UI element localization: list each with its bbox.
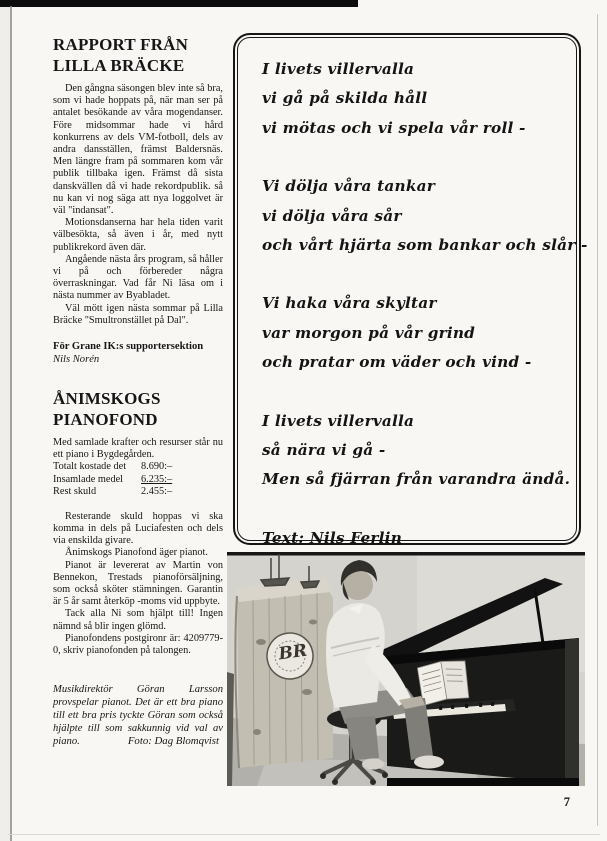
scan-top-bar <box>0 0 358 7</box>
finance-value: 6.235:– <box>141 473 173 485</box>
article2-paragraph: Pianofondens postgironr är: 4209779-0, skriv pianofonden på talongen. <box>53 632 223 656</box>
finance-value: 2.455:– <box>141 486 173 498</box>
article2-paragraph: Resterande skuld hoppas vi ska komma in dels på Luciafesten och dels via enskilda givare. <box>53 510 223 547</box>
left-column <box>53 34 223 747</box>
finance-label: Rest skuld <box>53 486 97 498</box>
article1-author: Nils Norén <box>53 354 100 366</box>
article2-paragraph: Ånimskogs Pianofond äger pianot. <box>65 547 208 559</box>
article1-paragraph: Motionsdanserna har hela tiden varit välbesökta, så även i år, med nytt publikrekord även där. <box>53 217 223 253</box>
poem-line: och pratar om väder och vind - <box>262 353 532 372</box>
scan-left-edge <box>0 6 10 841</box>
article1-title <box>53 34 223 76</box>
scan-bottom-line <box>8 834 600 835</box>
poem-line: och vårt hjärta som bankar och slår - <box>262 236 588 255</box>
poem-line: Men så fjärran från varandra ändå. <box>262 470 571 489</box>
cabinet-logo-text: BR <box>277 640 309 665</box>
article1-title-line2: LILLA BRÄCKE <box>53 56 185 75</box>
article2-paragraph: Pianot är levererat av Martin von Bennekon, Trestads pianoförsäljning, som också sköter stämningen. Garantin är 5 år samt återköp -moms vid uppbyte. <box>53 559 223 608</box>
poem-line: vi gå på skilda håll <box>262 89 428 108</box>
poem-box <box>233 33 588 547</box>
poem-line: var morgon på vår grind <box>262 323 476 342</box>
article2-title <box>53 388 223 430</box>
article1-signoff: För Grane IK:s supportersektion <box>53 341 204 353</box>
shoe <box>362 759 384 770</box>
page-number: 7 <box>563 795 570 809</box>
poem-line: I livets villervalla <box>262 411 415 430</box>
poem-line: I livets villervalla <box>262 60 415 78</box>
poem-credit: Text: Nils Ferlin <box>262 528 403 547</box>
article2-title-line2: PIANOFOND <box>53 410 158 430</box>
poem-line: vi dölja våra sår <box>262 206 402 225</box>
poem-line: vi mötas och vi spela vår roll - <box>262 118 526 137</box>
photo-man-at-piano <box>227 552 585 786</box>
finance-label: Insamlade medel <box>53 473 124 485</box>
finance-value: 8.690:– <box>141 461 173 473</box>
scan-right-line <box>597 14 598 826</box>
article2-intro: Med samlade krafter och resurser står nu ett piano i Bygdegården. <box>53 437 223 461</box>
poem-stanza <box>262 172 588 260</box>
poem-box-inner <box>237 37 588 547</box>
finance-row <box>53 486 223 498</box>
scan-left-line <box>10 6 12 841</box>
poem-line: så nära vi gå - <box>262 441 386 460</box>
photo-credit: Foto: Dag Blomqvist <box>127 735 219 748</box>
finance-row <box>53 461 223 473</box>
finance-label: Totalt kostade det <box>53 461 127 473</box>
poem-line: Vi haka våra skyltar <box>262 294 437 313</box>
article2-title-line1: ÅNIMSKOGS <box>53 389 161 409</box>
cabinet <box>235 578 333 768</box>
article1-paragraph: Den gångna säsongen blev inte så bra, som vi hade hoppats på, när man ser på antalet besökande av våra mogendanser. Före midsommar hade vi hård konkurrens av dels VM-fotboll, dels av andra dansställen, främst Baldersnäs. Men längre fram på sommaren kom vår publik tillbaka igen. Främst då sista danskvällen då vi hade rekordpublik. så nu kan vi nog säga att nya loggolvet är väl "indansat". <box>53 83 223 217</box>
poem-stanza <box>262 55 558 143</box>
poem-line: Vi dölja våra tankar <box>262 177 435 196</box>
photo-caption: Musikdirektör Göran Larsson provspelar pianot. Det är ett bra piano till ett bra pris tyckte Göran som också hjälpte till som sakkunnig vid val av piano. <box>53 684 223 748</box>
article1-paragraph: Väl mött igen nästa sommar på Lilla Bräcke "Smultronstället på Dal". <box>53 302 223 326</box>
article1-title-line1: RAPPORT FRÅN <box>53 35 189 54</box>
shoe <box>414 756 444 769</box>
article2-paragraph: Tack alla Ni som hjälpt till! Ingen nämnd så blir ingen glömd. <box>53 608 223 632</box>
article1-paragraph: Angående nästa års program, så håller vi på och förbereder några överraskningar. Vad får Ni läsa om i nästa nummer av Byabladet. <box>53 253 223 302</box>
finance-row <box>53 474 223 486</box>
poem-stanza <box>262 289 558 377</box>
poem-stanza <box>262 407 571 495</box>
